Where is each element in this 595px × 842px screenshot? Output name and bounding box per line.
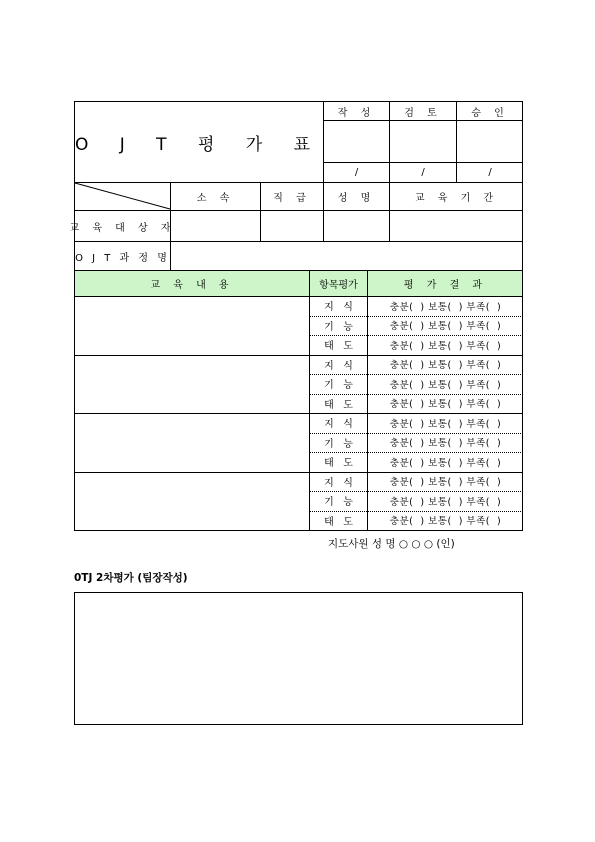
evaluation-result-options[interactable]: 충분( ) 보통( ) 부족( ) [389,360,502,372]
evaluation-item-label: 기 능 [324,497,353,509]
evaluation-result-options[interactable]: 충분( ) 보통( ) 부족( ) [389,399,502,411]
evaluation-item-label: 기 능 [324,321,353,333]
approval-date-approve[interactable]: / [488,167,492,178]
evaluation-item-label: 태 도 [324,458,353,470]
trainee-label: 교 육 대 상 자 [69,222,176,234]
evaluation-result-options[interactable]: 충분( ) 보통( ) 부족( ) [389,477,502,489]
approval-sign-review[interactable] [390,121,456,162]
header-department: 소 속 [196,193,235,204]
header-training-period: 교 육 기 간 [414,193,499,204]
evaluation-result-options[interactable]: 충분( ) 보통( ) 부족( ) [389,301,502,313]
evaluation-result-options[interactable]: 충분( ) 보통( ) 부족( ) [389,457,502,469]
training-content-cell[interactable] [75,414,309,472]
trainee-position-field[interactable] [261,211,323,241]
evaluation-item-label: 기 능 [324,380,353,392]
evaluation-result-options[interactable]: 충분( ) 보통( ) 부족( ) [389,438,502,450]
trainee-department-field[interactable] [171,211,260,241]
evaluation-item-label: 지 식 [324,419,353,431]
evaluation-result-options[interactable]: 충분( ) 보통( ) 부족( ) [389,496,502,508]
evaluation-item-label: 기 능 [324,438,353,450]
evaluation-item-label: 지 식 [324,302,353,314]
evaluation-result-options[interactable]: 충분( ) 보통( ) 부족( ) [389,321,502,333]
training-content-cell[interactable] [75,473,309,531]
trainee-name-field[interactable] [324,211,389,241]
approval-header-review: 검 토 [404,107,442,119]
instructor-signature: 지도사원 성 명 ○ ○ ○ (인) [328,537,455,550]
header-position: 직 급 [273,193,311,204]
evaluation-item-label: 태 도 [324,341,353,353]
diagonal-slash [74,182,171,210]
approval-date-write[interactable]: / [354,167,359,178]
evaluation-result-options[interactable]: 충분( ) 보통( ) 부족( ) [389,379,502,391]
evaluation-result-options[interactable]: 충분( ) 보통( ) 부족( ) [389,418,502,430]
header-item-evaluation: 항목평가 [319,280,358,291]
evaluation-result-options[interactable]: 충분( ) 보통( ) 부족( ) [389,516,502,528]
course-name-field[interactable] [171,242,523,270]
approval-header-approve: 승 인 [471,107,509,119]
evaluation-item-label: 지 식 [324,360,353,372]
second-evaluation-box[interactable] [74,592,523,725]
form-title: O J T 평 가 표 [74,134,324,155]
approval-header-write: 작 성 [337,107,376,119]
evaluation-result-options[interactable]: 충분( ) 보통( ) 부족( ) [389,340,502,352]
approval-date-review[interactable]: / [421,167,425,178]
second-evaluation-title: 0TJ 2차평가 (팀장작성) [74,571,188,584]
evaluation-item-label: 지 식 [324,477,353,489]
header-training-content: 교 육 내 용 [150,280,234,291]
training-content-cell[interactable] [75,356,309,414]
header-name: 성 명 [337,193,376,204]
header-evaluation-result: 평 가 결 과 [403,280,488,291]
trainee-period-field[interactable] [390,211,523,241]
approval-sign-approve[interactable] [457,121,523,162]
training-content-cell[interactable] [75,297,309,355]
evaluation-item-label: 태 도 [324,399,353,411]
evaluation-item-label: 태 도 [324,516,353,528]
approval-sign-write[interactable] [324,121,389,162]
course-label: O J T 과 정 명 [75,252,170,264]
